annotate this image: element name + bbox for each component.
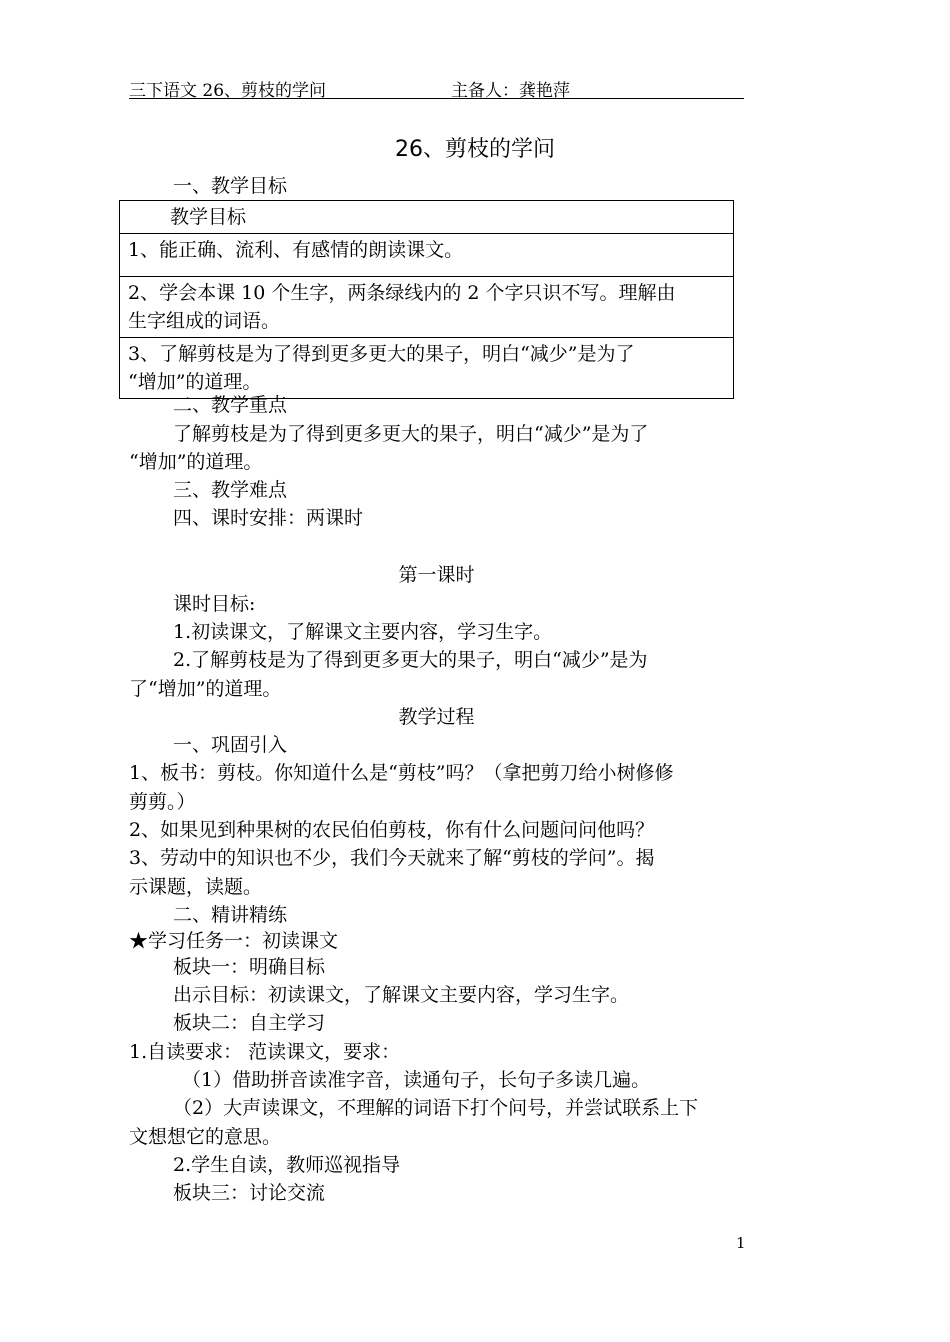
goal-text: 1、能正确、流利、有感情的朗读课文。 [128,239,464,261]
reading-requirements: 1.自读要求： 范读课文，要求： [129,1041,401,1063]
goal-text: 2、学会本课 10 个生字，两条绿线内的 2 个字只识不写。理解由 [128,282,676,304]
task-1: ★学习任务一：初读课文 [129,930,339,952]
intro-item-3: 3、劳动中的知识也不少，我们今天就来了解“剪枝的学问”。揭 [129,847,655,869]
intro-heading: 一、巩固引入 [173,734,288,756]
goal-text: 3、了解剪枝是为了得到更多更大的果子，明白“减少”是为了 [128,343,635,365]
table-row [120,277,734,338]
key-points-text: 了解剪枝是为了得到更多更大的果子，明白“减少”是为了 [173,423,649,445]
page-header [129,76,744,99]
table-row [120,201,734,234]
self-reading: 2.学生自读，教师巡视指导 [173,1154,401,1176]
block-1: 板块一：明确目标 [173,956,326,978]
schedule: 四、课时安排：两课时 [173,507,364,529]
section-goals-heading: 一、教学目标 [173,175,288,197]
practice-heading: 二、精讲精练 [173,904,288,926]
goal-item-3 [120,338,734,399]
table-heading: 教学目标 [120,201,734,234]
goals-table [119,200,734,399]
lesson-goal-2: 2.了解剪枝是为了得到更多更大的果子，明白“减少”是为 [173,649,648,671]
key-points-heading: 二、教学重点 [173,394,288,416]
goal-text: “增加”的道理。 [128,371,262,393]
lesson-goal-2-cont: 了“增加”的道理。 [129,678,282,700]
intro-item-2: 2、如果见到种果树的农民伯伯剪枝，你有什么问题问问他吗？ [129,819,655,841]
table-row [120,338,734,399]
intro-item-1-cont: 剪剪。） [129,791,196,813]
header-course: 三下语文 26、剪枝的学问 [129,81,327,101]
goal-item-2 [120,277,734,338]
difficulties-heading: 三、教学难点 [173,479,288,501]
process-title: 教学过程 [398,706,475,728]
show-goal: 出示目标：初读课文，了解课文主要内容，学习生字。 [173,984,630,1006]
table-row [120,234,734,277]
lesson-title: 第一课时 [398,564,475,586]
page-number: 1 [736,1234,746,1252]
lesson-goal-1: 1.初读课文，了解课文主要内容，学习生字。 [173,621,553,643]
requirement-2-cont: 文想想它的意思。 [129,1126,282,1148]
requirement-1: （1）借助拼音读准字音，读通句子，长句子多读几遍。 [182,1069,651,1091]
goal-item-1 [120,234,734,277]
lesson-goals-label: 课时目标: [173,593,256,615]
goal-text: 生字组成的词语。 [128,310,281,332]
block-3: 板块三：讨论交流 [173,1182,326,1204]
intro-item-3-cont: 示课题，读题。 [129,876,263,898]
page-title: 26、剪枝的学问 [395,137,555,162]
header-author: 主备人：龚艳萍 [451,81,570,101]
requirement-2: （2）大声读课文，不理解的词语下打个问号，并尝试联系上下 [173,1097,699,1119]
intro-item-1: 1、板书：剪枝。你知道什么是“剪枝”吗？（拿把剪刀给小树修修 [129,762,674,784]
block-2: 板块二：自主学习 [173,1012,326,1034]
key-points-text: “增加”的道理。 [129,451,263,473]
